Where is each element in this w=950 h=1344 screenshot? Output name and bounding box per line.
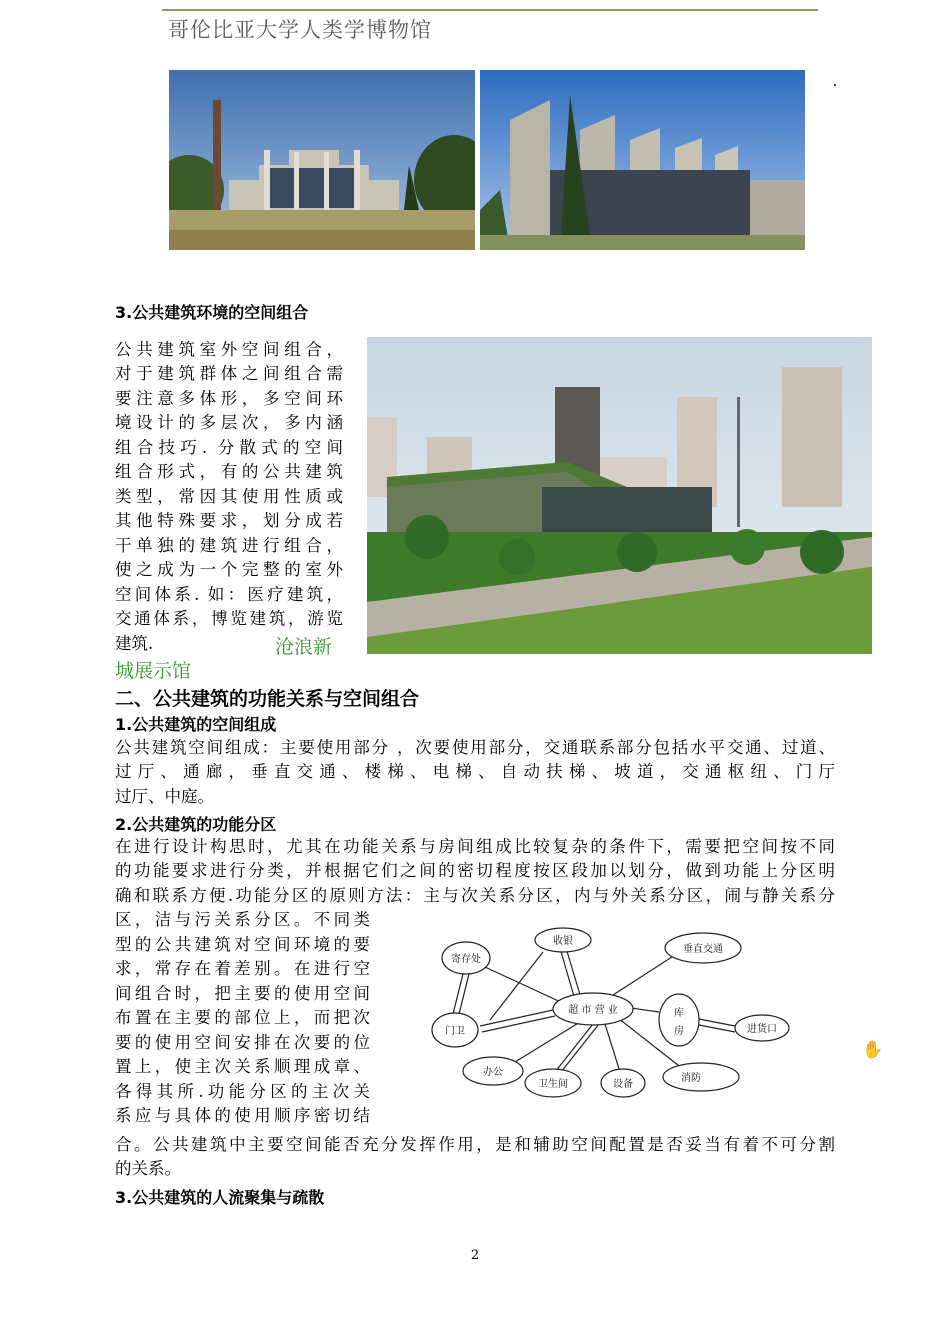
diagram-node-storage: 寄存处 xyxy=(451,954,481,965)
paragraph-line: 公共建筑空间组成：主要使用部分 ，次要使用部分，交通联系部分包括水平交通、过道、 xyxy=(115,738,835,757)
paragraph-line: 型的公共建筑对空间环境的要 xyxy=(115,935,370,954)
paragraph-line: 在进行设计构思时，尤其在功能关系与房间组成比较复杂的条件下，需要把空间按不同 xyxy=(115,837,835,856)
diagram-node-guard: 门卫 xyxy=(445,1026,465,1037)
photo-caption: 沧浪新 xyxy=(275,636,333,658)
paragraph-line: 组合技巧. 分散式的空间 xyxy=(115,438,343,457)
diagram-node-fire: 消防 xyxy=(681,1073,701,1084)
subsection-heading: 1.公共建筑的空间组成 xyxy=(115,715,277,734)
paragraph-line: 求，常存在着差别。在进行空 xyxy=(115,959,370,978)
museum-photo-left xyxy=(169,70,475,250)
subsection-heading: 2.公共建筑的功能分区 xyxy=(115,815,277,834)
paragraph-line: 交通体系，博览建筑，游览 xyxy=(115,609,343,628)
hand-cursor-icon: ✋ xyxy=(862,1040,884,1060)
exhibition-hall-photo xyxy=(367,337,872,654)
paragraph-line: 布置在主要的部位上，而把次 xyxy=(115,1008,370,1027)
paragraph-line: 对于建筑群体之间组合需 xyxy=(115,364,343,383)
paragraph-line: 公共建筑室外空间组合， xyxy=(115,340,343,359)
photo-caption: 城展示馆 xyxy=(115,660,192,682)
museum-photo-right xyxy=(480,70,805,250)
paragraph-line: 确和联系方便.功能分区的原则方法：主与次关系分区，内与外关系分区，闹与静关系分 xyxy=(115,886,835,905)
paragraph-line: 合。公共建筑中主要空间能否充分发挥作用，是和辅助空间配置是否妥当有着不可分割 xyxy=(115,1135,835,1154)
paragraph-line: 各得其所.功能分区的主次关 xyxy=(115,1082,370,1101)
diagram-node-cashier: 收银 xyxy=(553,936,573,947)
paragraph-line: 空间体系. 如：医疗建筑， xyxy=(115,585,343,604)
paragraph-line: 过厅、中庭。 xyxy=(115,787,214,806)
paragraph-line: 的关系。 xyxy=(115,1159,181,1178)
paragraph-line: 使之成为一个完整的室外 xyxy=(115,560,343,579)
diagram-node-warehouse-2: 房 xyxy=(674,1026,684,1037)
paragraph-line: 组合形式，有的公共建筑 xyxy=(115,462,343,481)
paragraph-line: 的功能要求进行分类，并根据它们之间的密切程度按区段加以划分，做到功能上分区明 xyxy=(115,861,835,880)
paragraph-line: 建筑. xyxy=(115,634,154,653)
stray-dot xyxy=(834,84,836,86)
paragraph-line: 过厅、通廊，垂直交通、楼梯、电梯、自动扶梯、坡道，交通枢纽、门厅 xyxy=(115,762,835,781)
paragraph-line: 干单独的建筑进行组合， xyxy=(115,536,343,555)
paragraph-line: 类型，常因其使用性质或 xyxy=(115,487,343,506)
page-number: 2 xyxy=(470,1248,480,1263)
diagram-node-equipment: 设备 xyxy=(613,1079,633,1090)
diagram-node-office: 办公 xyxy=(483,1067,503,1078)
section-heading-environment: 3.公共建筑环境的空间组合 xyxy=(115,303,309,322)
function-diagram xyxy=(425,922,805,1107)
diagram-node-warehouse-1: 库 xyxy=(674,1008,684,1019)
paragraph-line: 境设计的多层次，多内涵 xyxy=(115,413,343,432)
diagram-node-loading: 进货口 xyxy=(747,1024,777,1035)
paragraph-line: 间组合时，把主要的使用空间 xyxy=(115,984,370,1003)
diagram-node-elevator: 垂直交通 xyxy=(683,944,723,955)
diagram-node-center: 超 市 营 业 xyxy=(568,1005,618,1016)
museum-title: 哥伦比亚大学人类学博物馆 xyxy=(168,18,432,42)
paragraph-line: 置上，使主次关系顺理成章、 xyxy=(115,1057,370,1076)
paragraph-line: 系应与具体的使用顺序密切结 xyxy=(115,1106,370,1125)
header-rule xyxy=(162,9,818,11)
chapter-heading: 二、公共建筑的功能关系与空间组合 xyxy=(115,688,420,710)
paragraph-line: 要的使用空间安排在次要的位 xyxy=(115,1033,370,1052)
subsection-heading: 3.公共建筑的人流聚集与疏散 xyxy=(115,1188,325,1207)
paragraph-line: 要注意多体形，多空间环 xyxy=(115,389,343,408)
paragraph-line: 其他特殊要求，划分成若 xyxy=(115,511,343,530)
diagram-node-toilet: 卫生间 xyxy=(538,1079,568,1090)
paragraph-line: 区，洁与污关系分区。不同类 xyxy=(115,910,370,929)
